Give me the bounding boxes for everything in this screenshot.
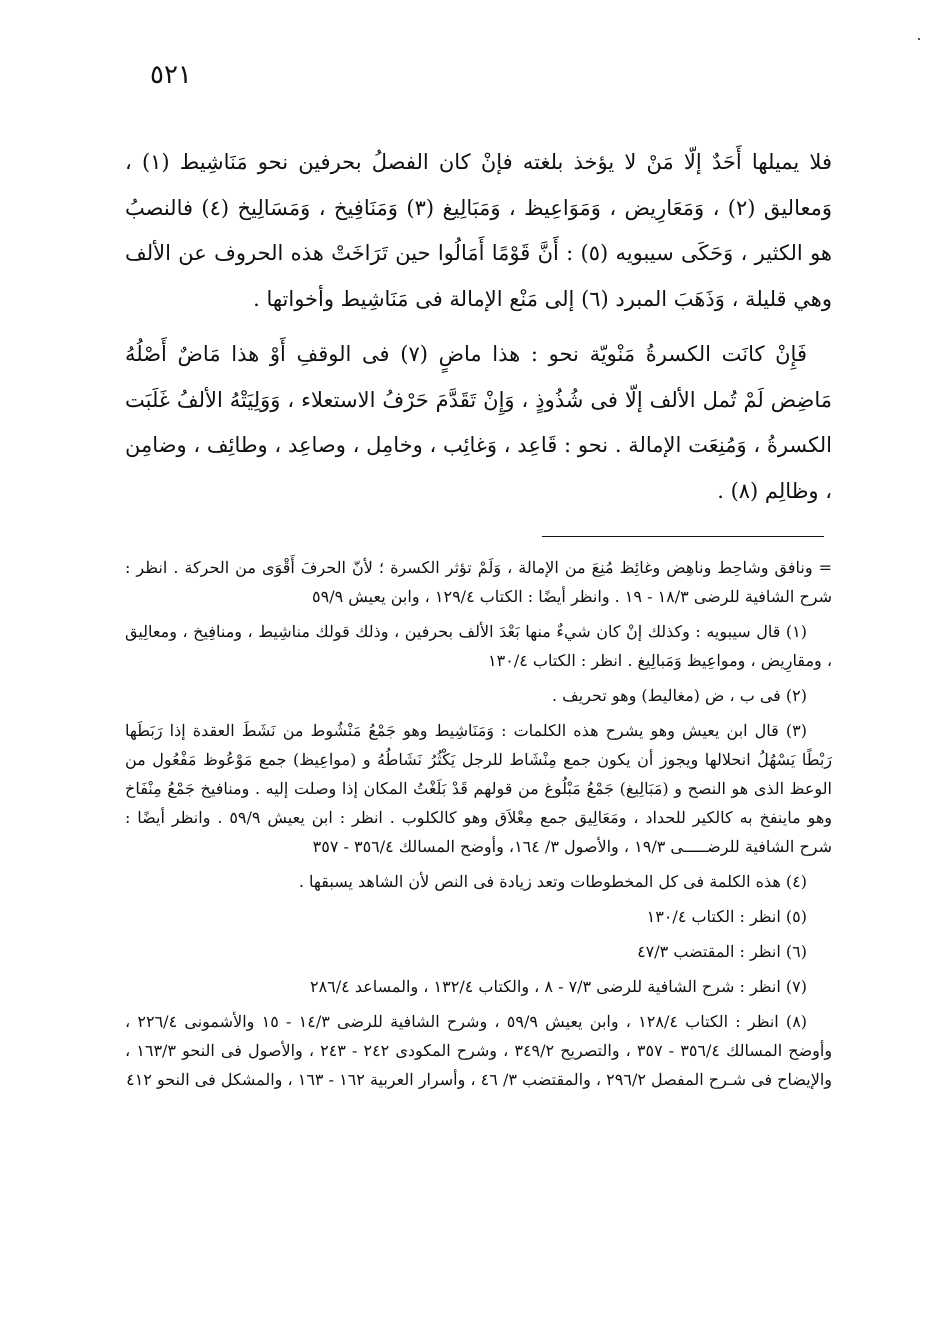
footnote-2: (٢) فى ب ، ض (مغاليط) وهو تحريف .: [551, 686, 807, 705]
page-number: ٥٢١: [150, 60, 192, 90]
footnote-divider: [542, 536, 824, 537]
footnote-4: (٤) هذه الكلمة فى كل المخطوطات وتعد زيادة فى النص لأن الشاهد يسبقها .: [298, 872, 807, 891]
footnote-5: (٥) انظر : الكتاب ١٣٠/٤: [646, 907, 807, 926]
main-text: [125, 140, 832, 514]
footnote-1: (١) قال سيبويه : وكذلك إنْ كان شيءٌ منها بَعْدَ الألف بحرفين ، وذلك قولك مناشِيط ، ومنافِيخ ، ومعالِيق ، ومقارِيض ، ومواعِيظ وَمَبالِيغ . انظر : الكتاب ١٣٠/٤: [125, 622, 832, 670]
footnotes: [125, 553, 832, 1100]
footnote-3: (٣) قال ابن يعيش وهو يشرح هذه الكلمات : وَمَنَاشِيط وهو جَمْعُ مَنْشُوط من نَشَطَ العقدة إذا رَبَطَها رَبْطًا يَسْهُلُ انحلالها ويجوز أن يكون جمع مِنْشَاط للرجل يَكْثُرُ نَشَاطُهُ و (مواعِيظ) جمع مَوْعُوظ مَفْعُول من الوعظ الذى هو النصح و (مَبَالِيغ) جَمْعُ مَبْلُوغ من قولهم قَدْ بَلَغْتُ المكان إذا وصلت إليه . ومنافيخ جَمْعُ مِنْفَاخ وهو ماينفخ به كالكير للحداد ، ومَعَالِيق جمع مِعْلاَق وهو كالكلوب . انظر : ابن يعيش ٥٩/٩ . وانظر أيضًا : شرح الشافية للرضـــــى ١٩/٣ ، والأصول ٣/ ١٦٤، وأوضح المسالك ٣٥٦/٤ - ٣٥٧: [125, 721, 832, 856]
paragraph-1: فلا يميلها أَحَدٌ إلّا مَنْ لا يؤخذ بلغته فإنْ كان الفصلُ بحرفين نحو مَنَاشِيط (١) ، وَمعاليق (٢) ، وَمَعَارِيض ، وَمَوَاعِيظ ، وَمَبَالِيغ (٣) وَمَنَافِيخ ، وَمَسَالِيخ (٤) فالنصبُ هو الكثير ، وَحَكَى سيبويه (٥) : أَنَّ قَوْمًا أَمَالُوا حين تَرَاخَتْ هذه الحروف عن الألف وهي قليلة ، وَذَهَبَ المبرد (٦) إلى مَنْع الإمالة فى مَنَاشِيط وأخواتها .: [125, 150, 833, 311]
footnote-6: (٦) انظر : المقتضب ٤٧/٣: [637, 942, 807, 961]
margin-mark: [918, 38, 920, 40]
footnote-8: (٨) انظر : الكتاب ١٢٨/٤ ، وابن يعيش ٥٩/٩ ، وشرح الشافية للرضى ١٤/٣ - ١٥ والأشمونى ٢٢٦/٤ ، وأوضح المسالك ٣٥٦/٤ - ٣٥٧ ، والتصريح ٣٤٩/٢ ، وشرح المكودى ٢٤٢ - ٢٤٣ ، والأصول فى النحو ١٦٣/٣ ، والإيضاح فى شـرح المفصل ٢٩٦/٢ ، والمقتضب ٣/ ٤٦ ، وأسرار العربية ١٦٢ - ١٦٣ ، والمشكل فى النحو ٤١٢: [125, 1012, 833, 1089]
footnote-continued: = ونافق وشاحِط وناهِض وغائِظ مُنِعَ من الإمالة ، وَلَمْ تؤثر الكسرة ؛ لأنّ الحرفَ أَقْوَى من الحركة . انظر : شرح الشافية للرضى ١٨/٣ - ١٩ . وانظر أيضًا : الكتاب ١٢٩/٤ ، وابن يعيش ٥٩/٩: [125, 558, 832, 606]
footnote-7: (٧) انظر : شرح الشافية للرضى ٧/٣ - ٨ ، والكتاب ١٣٢/٤ ، والمساعد ٢٨٦/٤: [309, 977, 807, 996]
paragraph-2: فَإِنْ كانَت الكسرةُ مَنْويّة نحو : هذا ماضٍ (٧) فى الوقفِ أَوْ هذا مَاضٌ أَصْلُهُ مَاضِض لَمْ تُمل الألف إلّا فى شُذُوذٍ ، وَإِنْ تَقَدَّمَ حَرْفُ الاستعلاء ، وَوَلِيَتْهُ الألفُ غَلَبَت الكسرةُ ، وَمُنِعَت الإمالة . نحو : قَاعِد ، وَغائِب ، وخامِل ، وصاعِد ، وطائِف ، وضامِن ، وظالِم (٨) .: [125, 342, 832, 503]
